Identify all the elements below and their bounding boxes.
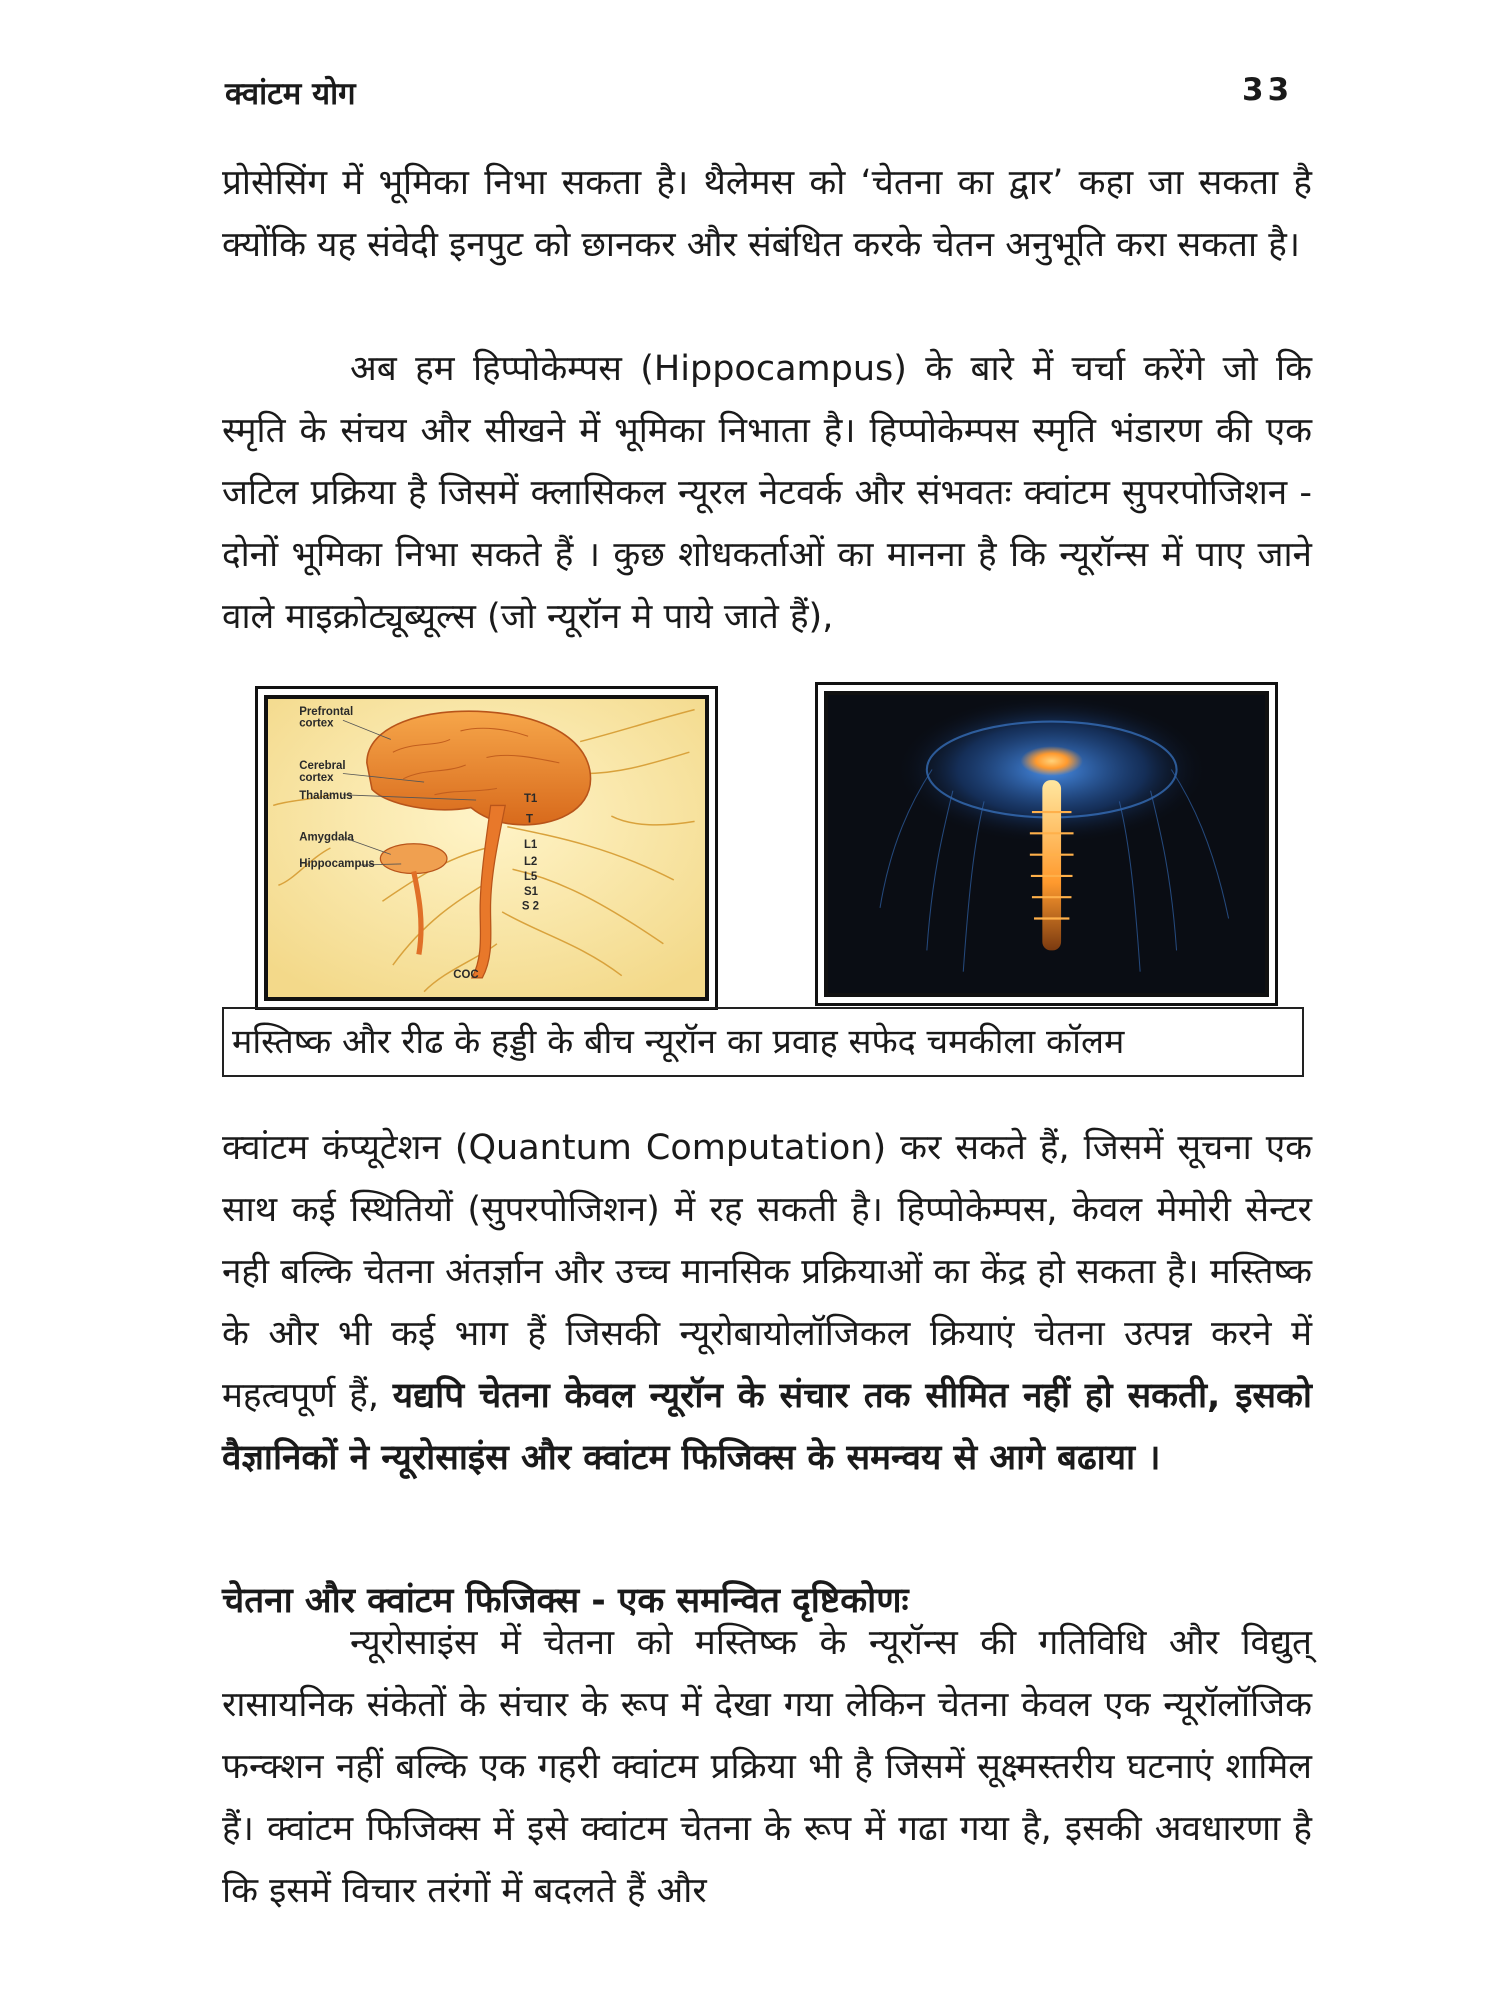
label-amygdala: Amygdala [299, 831, 354, 844]
neural-glow-illustration [828, 695, 1265, 993]
brain-anatomy-figure [255, 686, 718, 1010]
page-number: 33 [1242, 72, 1294, 108]
paragraph-4 [222, 1612, 1312, 1922]
neural-glow-figure [815, 682, 1278, 1006]
paragraph-3-emphasis: यद्यपि चेतना केवल न्यूरॉन के संचार तक सीमित नहीं हो सकती, इसको वैज्ञानिकों ने न्यूरोसाइंस और क्वांटम फिजिक्स के समन्वय से आगे बढाया । [222, 1376, 1312, 1478]
label-prefrontal-cortex: cortex [299, 717, 334, 730]
paragraph-3 [222, 1117, 1312, 1489]
section-heading: चेतना और क्वांटम फिजिक्स - एक समन्वित दृष्टिकोणः [222, 1581, 909, 1621]
neural-glow-frame [824, 691, 1269, 997]
label-hippocampus: Hippocampus [299, 858, 375, 871]
glowing-column [1042, 780, 1061, 950]
paragraph-3-text: क्वांटम कंप्यूटेशन (Quantum Computation) कर सकते हैं, जिसमें सूचना एक साथ कई स्थितियों (सुपरपोजिशन) में रह सकती है। हिप्पोकेम्पस, केवल मेमोरी सेन्टर नही बल्कि चेतना अंतर्ज्ञान और उच्च मानसिक प्रक्रियाओं का केंद्र हो सकता है। मस्तिष्क के और भी कई भाग हैं जिसकी न्यूरोबायोलॉजिकल क्रियाएं चेतना उत्पन्न करने में महत्वपूर्ण हैं, [222, 1128, 1312, 1416]
label-l1: L1 [523, 838, 538, 852]
limbic-shape [380, 844, 447, 874]
paragraph-2-text: अब हम हिप्पोकेम्पस (Hippocampus) के बारे में चर्चा करेंगे जो कि स्मृति के संचय और सीखने में भूमिका निभाता है। हिप्पोकेम्पस स्मृति भंडारण की एक जटिल प्रक्रिया है जिसमें क्लासिकल न्यूरल नेटवर्क और संभवतः क्वांटम सुपरपोजिशन - दोनों भूमिका निभा सकते हैं । कुछ शोधकर्ताओं का मानना है कि न्यूरॉन्स में पाए जाने वाले माइक्रोट्यूब्यूल्स (जो न्यूरॉन मे पाये जाते हैं), [222, 349, 1312, 637]
label-t: T [526, 813, 534, 826]
label-prefrontal: Prefrontal [299, 705, 354, 718]
label-l2: L2 [523, 855, 538, 869]
brain-anatomy-frame [264, 695, 709, 1001]
paragraph-2 [222, 338, 1312, 648]
figure-caption: मस्तिष्क और रीढ के हड्डी के बीच न्यूरॉन का प्रवाह सफेद चमकीला कॉलम [222, 1007, 1304, 1077]
label-cerebral-cortex: cortex [299, 771, 334, 784]
paragraph-1: प्रोसेसिंग में भूमिका निभा सकता है। थैलेमस को ‘चेतना का द्वार’ कहा जा सकता है क्योंकि यह संवेदी इनपुट को छानकर और संबंधित करके चेतन अनुभूति करा सकता है। [222, 163, 1312, 265]
paragraph-4-text: न्यूरोसाइंस में चेतना को मस्तिष्क के न्यूरॉन्स की गतिविधि और विद्युत् रासायनिक संकेतों के संचार के रूप में देखा गया लेकिन चेतना केवल एक न्यूरॉलॉजिक फन्क्शन नहीं बल्कि एक गहरी क्वांटम प्रक्रिया भी है जिसमें सूक्ष्मस्तरीय घटनाएं शामिल हैं। क्वांटम फिजिक्स में इसे क्वांटम चेतना के रूप में गढा गया है, इसकी अवधारणा है कि इसमें विचार तरंगों में बदलते हैं और [222, 1623, 1312, 1911]
label-s2: S 2 [521, 900, 540, 913]
label-l5: L5 [523, 870, 538, 883]
brain-anatomy-illustration [268, 699, 705, 997]
label-thalamus: Thalamus [299, 789, 353, 803]
label-t1: T1 [523, 793, 538, 806]
running-title: क्वांटम योग [225, 76, 356, 112]
label-cerebral: Cerebral [299, 760, 346, 773]
orange-core [1020, 746, 1082, 776]
label-coc: COC [453, 968, 479, 981]
label-s1: S1 [523, 885, 538, 898]
